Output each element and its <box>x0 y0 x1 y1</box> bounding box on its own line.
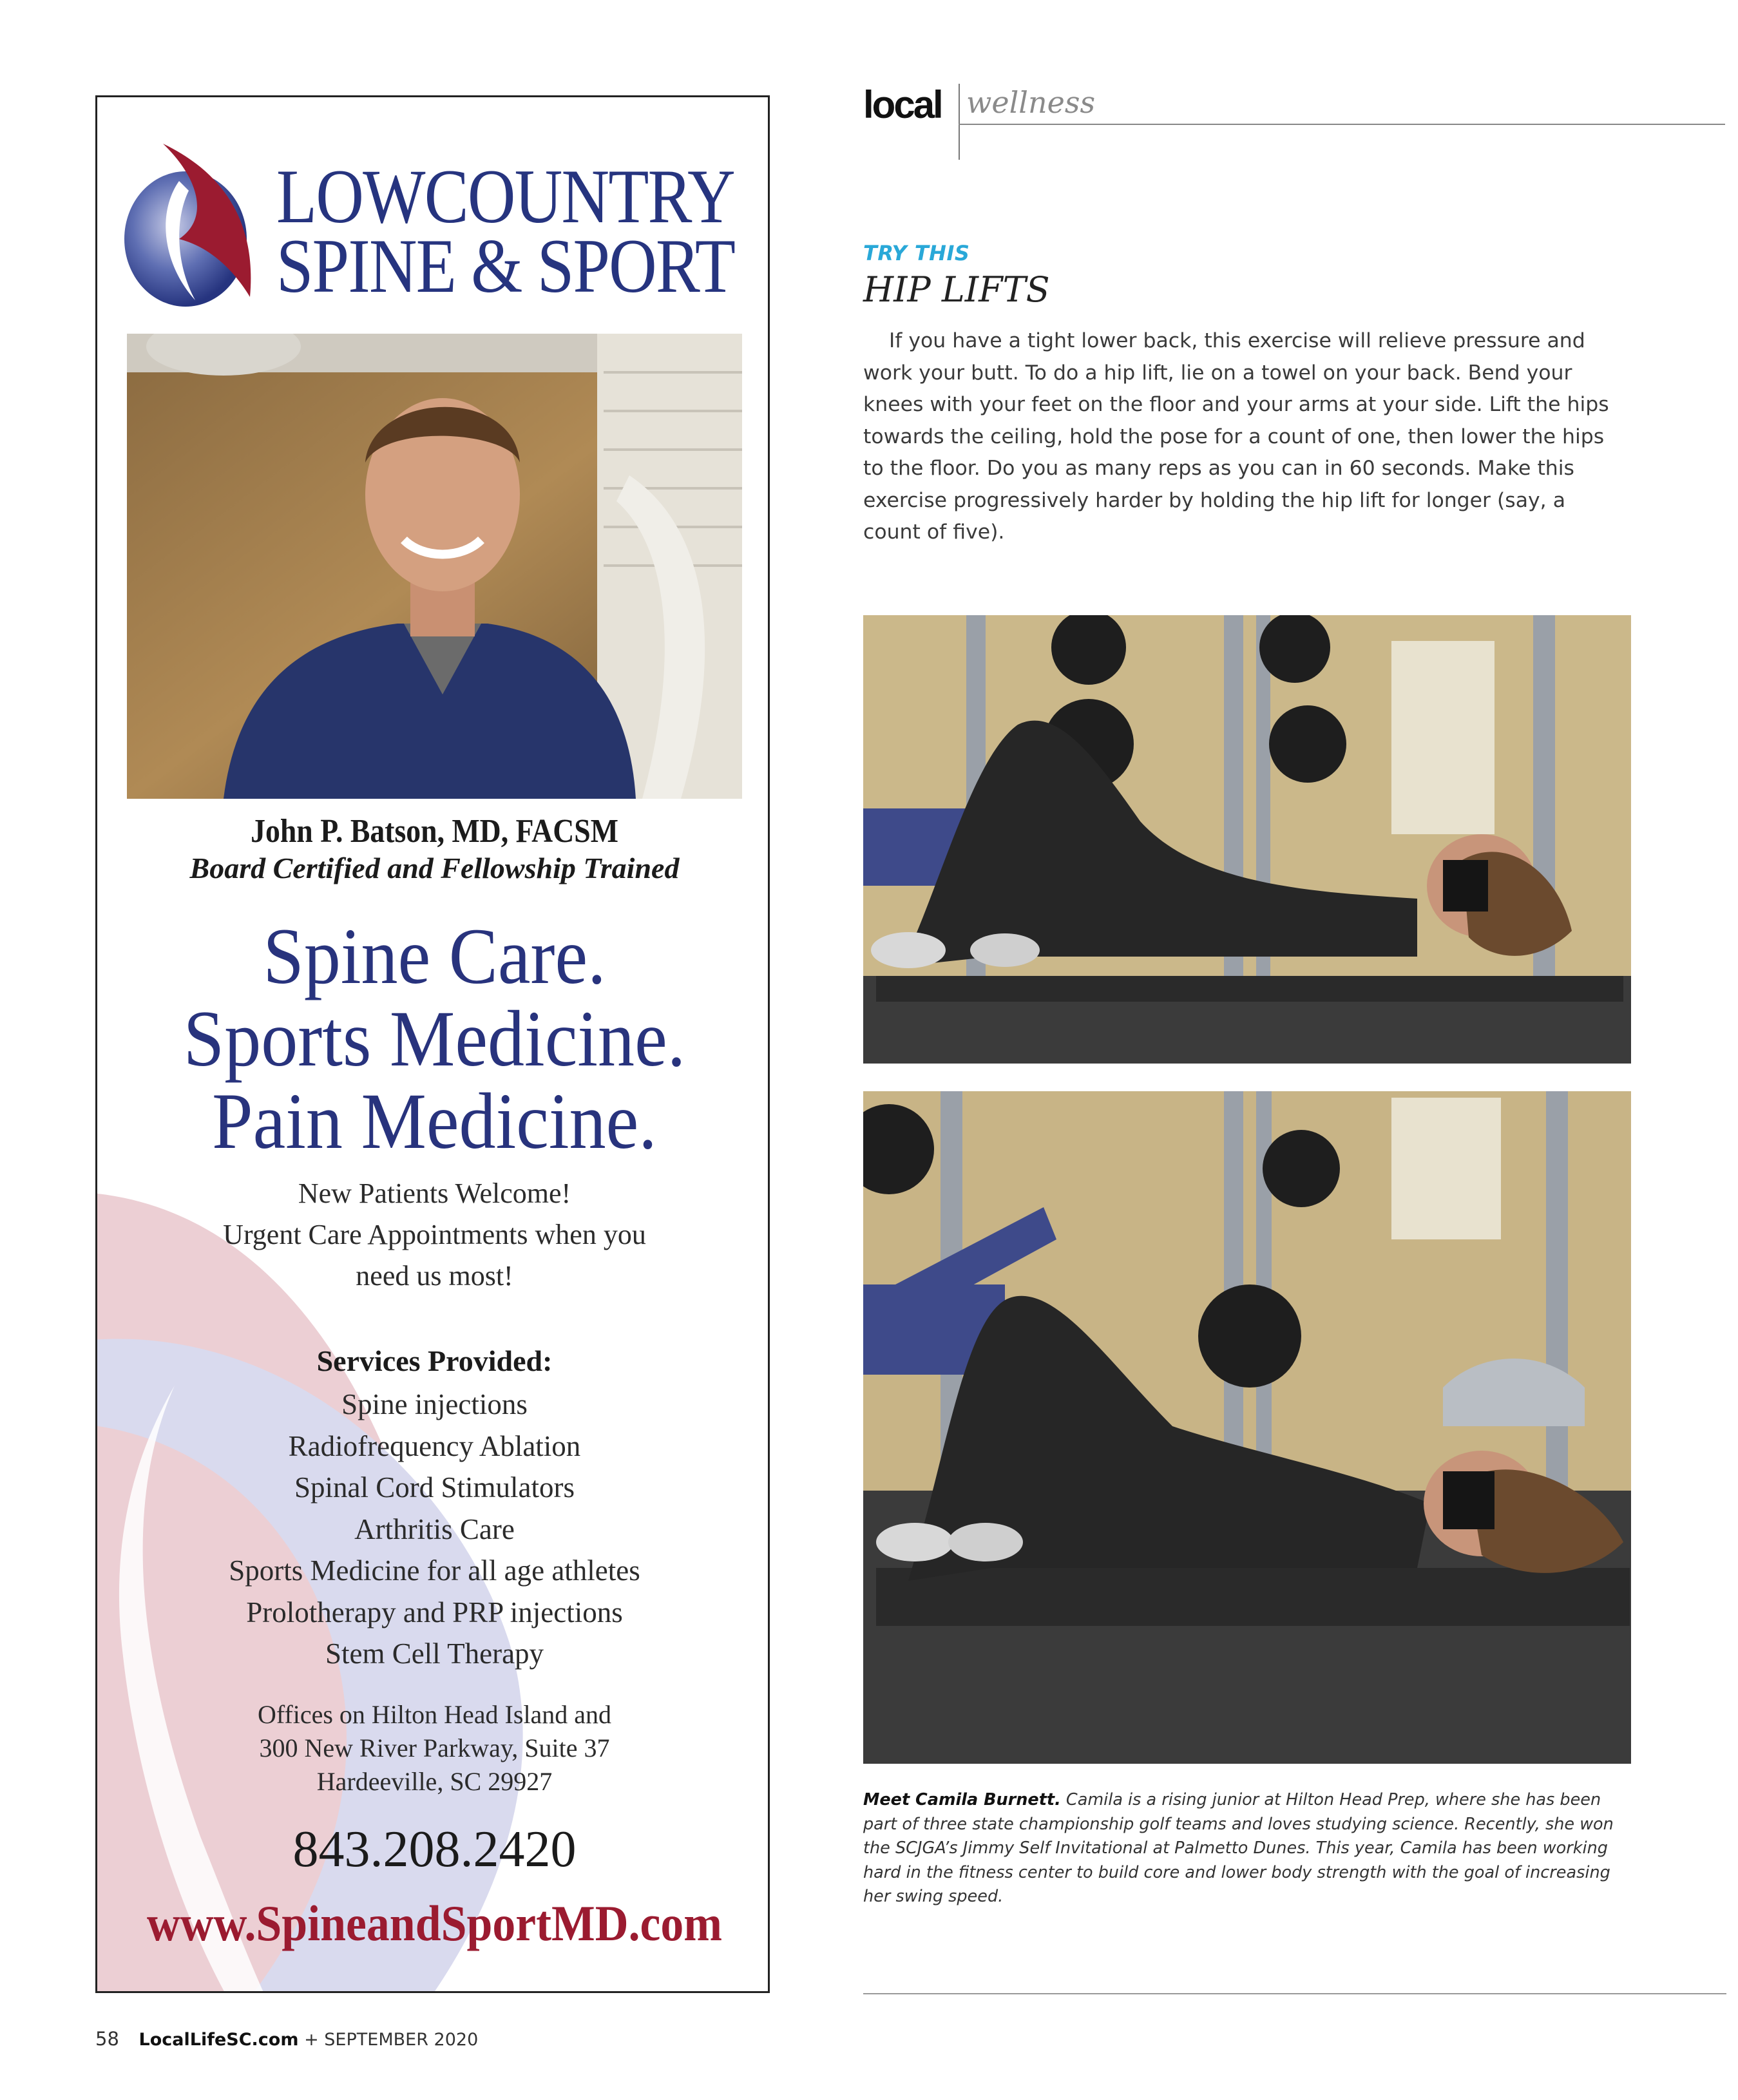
headline-line: Spine Care. <box>263 912 606 1000</box>
service-item: Sports Medicine for all age athletes <box>229 1554 640 1587</box>
welcome-line: need us most! <box>356 1260 513 1292</box>
photo-caption <box>863 1788 1623 1909</box>
logo-line-2: SPINE & SPORT <box>276 223 735 309</box>
welcome-line: New Patients Welcome! <box>298 1178 571 1209</box>
header-rule <box>959 124 1725 125</box>
section-divider <box>959 84 960 160</box>
ad-welcome-text <box>97 1173 770 1297</box>
caption-lead: Meet Camila Burnett. <box>863 1790 1061 1809</box>
article-kicker: TRY THIS <box>863 241 970 265</box>
headline-line: Pain Medicine. <box>212 1077 657 1165</box>
footer-separator: + <box>304 2030 319 2050</box>
page-footer <box>95 2028 478 2050</box>
doctor-name: John P. Batson, MD, FACSM <box>251 813 618 850</box>
ad-logo-wordmark <box>276 153 735 309</box>
service-item: Prolotherapy and PRP injections <box>246 1596 623 1628</box>
section-label: wellness <box>966 85 1096 120</box>
services-list <box>97 1384 770 1675</box>
address-line: 300 New River Parkway, Suite 37 <box>259 1733 610 1762</box>
service-item: Arthritis Care <box>354 1513 515 1545</box>
service-item: Radiofrequency Ablation <box>288 1429 581 1462</box>
logo-line-1: LOWCOUNTRY <box>276 153 734 239</box>
address-line: Offices on Hilton Head Island and <box>257 1700 612 1729</box>
office-address <box>97 1698 770 1799</box>
service-item: Spine injections <box>341 1388 528 1420</box>
page-number: 58 <box>95 2028 119 2050</box>
caption-text: Camila is a rising junior at Hilton Head Prep, where she has been part of three state championship golf teams and loves studying science. Recently, she won the SCJGA’s Jimmy Self Invitational at Palmetto Dunes. This year, Camila has been working hard in the fitness center to build core and lower body strength with the goal of increasing her swing speed. <box>863 1790 1614 1906</box>
service-item: Spinal Cord Stimulators <box>294 1471 575 1503</box>
section-brand: local <box>863 83 942 126</box>
footer-site[interactable]: LocalLifeSC.com <box>138 2030 299 2050</box>
doctor-photo <box>127 334 742 799</box>
exercise-photo-lift <box>863 1091 1631 1764</box>
headline-line: Sports Medicine. <box>183 995 686 1083</box>
footer-issue: SEPTEMBER 2020 <box>324 2030 479 2050</box>
doctor-credentials: Board Certified and Fellowship Trained <box>189 852 680 884</box>
phone-number[interactable]: 843.208.2420 <box>292 1821 577 1878</box>
article-body: If you have a tight lower back, this exercise will relieve pressure and work your butt. To do a hip lift, lie on a towel on your back. Bend your knees with your feet on the floor and your arms at your side. Lift the hips towards the ceiling, hold the pose for a count of one, then lower the hips to the floor. Do you as many reps as you can in 60 seconds. Make this exercise progressively harder by holding the hip lift for longer (say, a count of five). <box>863 329 1609 544</box>
article-title: HIP LIFTS <box>863 269 1050 310</box>
advertisement <box>95 95 770 1993</box>
exercise-photo-start <box>863 615 1631 1064</box>
address-line: Hardeeville, SC 29927 <box>316 1767 553 1796</box>
services-title: Services Provided: <box>316 1344 553 1377</box>
welcome-line: Urgent Care Appointments when you <box>223 1219 646 1250</box>
website-link[interactable]: www.SpineandSportMD.com <box>146 1895 723 1951</box>
ad-headline <box>124 912 745 1165</box>
footer-rule <box>863 1993 1726 1994</box>
service-item: Stem Cell Therapy <box>325 1637 544 1670</box>
